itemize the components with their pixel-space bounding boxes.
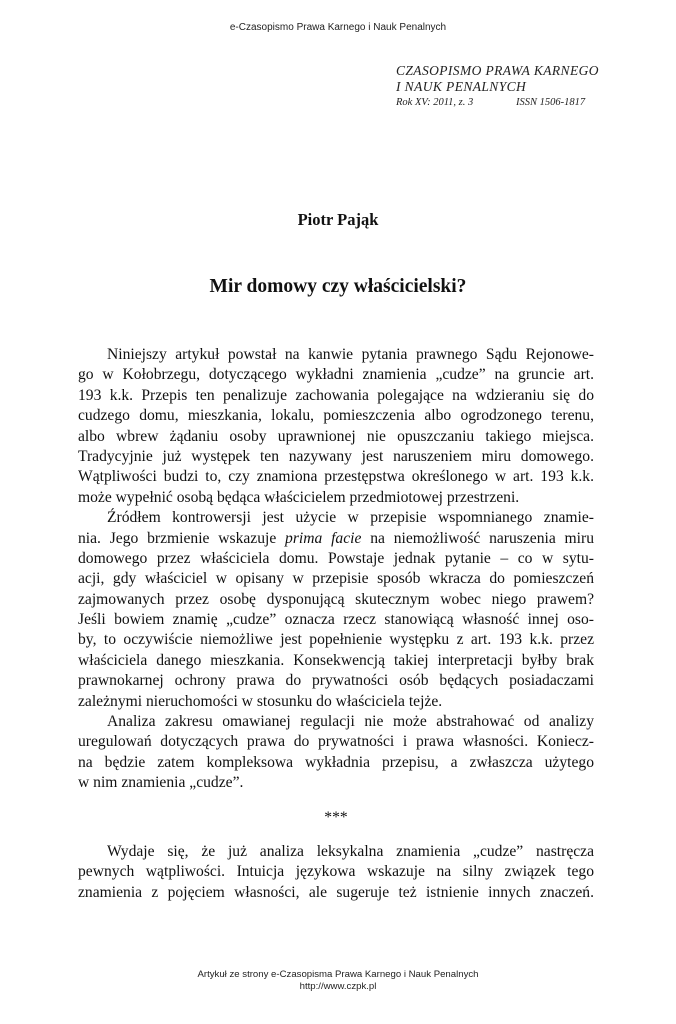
text-line: prawnokarnej ochrony prawa do prywatności osób będących posiadaczami bbox=[78, 672, 594, 690]
issn-info: ISSN 1506-1817 bbox=[516, 97, 586, 108]
text-line: albo wbrew żądaniu osoby uprawnionej nie opuszczaniu takiego miejsca. bbox=[78, 427, 594, 445]
journal-banner: e-Czasopismo Prawa Karnego i Nauk Penalnych bbox=[229, 22, 447, 33]
text-run: nia. Jego brzmienie wskazuje bbox=[78, 529, 286, 547]
paragraph-1 bbox=[78, 345, 594, 508]
journal-name-line1: CZASOPISMO PRAWA KARNEGO bbox=[396, 63, 599, 78]
text-line: pewnych wątpliwości. Intuicja językowa wskazuje na silny związek tego bbox=[78, 863, 594, 881]
text-line: zależnymi nieruchomości w stosunku do właściciela tejże. bbox=[78, 692, 443, 710]
footer-source: Artykuł ze strony e-Czasopisma Prawa Karnego i Nauk Penalnych bbox=[197, 969, 479, 980]
journal-info bbox=[396, 63, 599, 110]
text-line: Wydaje się, że już analiza leksykalna znamienia „cudze” nastręcza bbox=[107, 842, 594, 860]
text-line: cudzego domu, mieszkania, lokalu, pomieszczenia albo ogrodzonego terenu, bbox=[78, 407, 594, 425]
article-body bbox=[78, 345, 594, 903]
text-line: 193 k.k. Przepis ten penalizuje zachowania polegające na wdzieraniu się do bbox=[78, 386, 594, 404]
paragraph-3 bbox=[78, 712, 594, 794]
journal-meta bbox=[396, 96, 596, 110]
text-line: Źródłem kontrowersji jest użycie w przepisie wspomnianego znamie- bbox=[107, 509, 594, 527]
journal-name-line2: I NAUK PENALNYCH bbox=[396, 79, 527, 94]
text-line: w nim znamienia „cudze”. bbox=[78, 774, 244, 792]
text-line: znamienia z pojęciem własności, ale sugeruje też istnienie innych znaczeń. bbox=[78, 883, 594, 901]
author-name: Piotr Pająk bbox=[297, 210, 379, 229]
emphasis-prima-facie: prima facie bbox=[285, 529, 362, 547]
text-line: Analiza zakresu omawianej regulacji nie może abstrahować od analizy bbox=[107, 713, 594, 731]
text-line: acji, gdy właściciel w opisany w przepisie sposób wkracza do pomieszczeń bbox=[78, 570, 594, 588]
paragraph-2 bbox=[78, 508, 594, 712]
text-line: zajmowanych przez osobę dysponującą skutecznym wobec niego prawem? bbox=[78, 590, 594, 608]
text-line: Jeśli bowiem znamię „cudze” oznacza rzecz stanowiącą własność innej oso- bbox=[78, 611, 594, 629]
text-line: Tradycyjnie już występek ten nazywany jest naruszeniem miru domowego. bbox=[78, 447, 594, 465]
text-line bbox=[78, 529, 594, 549]
text-line: uregulowań dotyczących prawa do prywatności i prawa własności. Koniecz- bbox=[78, 733, 594, 751]
text-line: właściciela danego mieszkania. Konsekwencją takiej interpretacji byłby brak bbox=[78, 651, 594, 669]
footer-url: http://www.czpk.pl bbox=[299, 981, 377, 992]
paragraph-4 bbox=[78, 842, 594, 903]
page-footer bbox=[0, 969, 676, 993]
text-run: na niemożliwość naruszenia miru bbox=[361, 529, 594, 547]
section-separator: *** bbox=[324, 808, 348, 826]
article-title: Mir domowy czy właścicielski? bbox=[209, 276, 467, 297]
text-line: na będzie zatem kompleksowa wykładnia przepisu, a zwłaszcza użytego bbox=[78, 753, 594, 771]
text-line: Niniejszy artykuł powstał na kanwie pytania prawnego Sądu Rejonowe- bbox=[107, 346, 594, 363]
text-line: może wypełnić osobą będąca właścicielem przedmiotowej przestrzeni. bbox=[78, 488, 520, 506]
text-line: Wątpliwości budzi to, czy znamiona przestępstwa określonego w art. 193 k.k. bbox=[78, 468, 594, 486]
volume-info: Rok XV: 2011, z. 3 bbox=[396, 97, 474, 108]
text-line: by, to oczywiście niemożliwe jest popełnienie występku z art. 193 k.k. przez bbox=[78, 631, 594, 649]
text-line: domowego przez właściciela domu. Powstaje jednak pytanie – co w sytu- bbox=[78, 549, 594, 567]
text-line: go w Kołobrzegu, dotyczącego wykładni znamienia „cudze” na gruncie art. bbox=[78, 366, 594, 384]
